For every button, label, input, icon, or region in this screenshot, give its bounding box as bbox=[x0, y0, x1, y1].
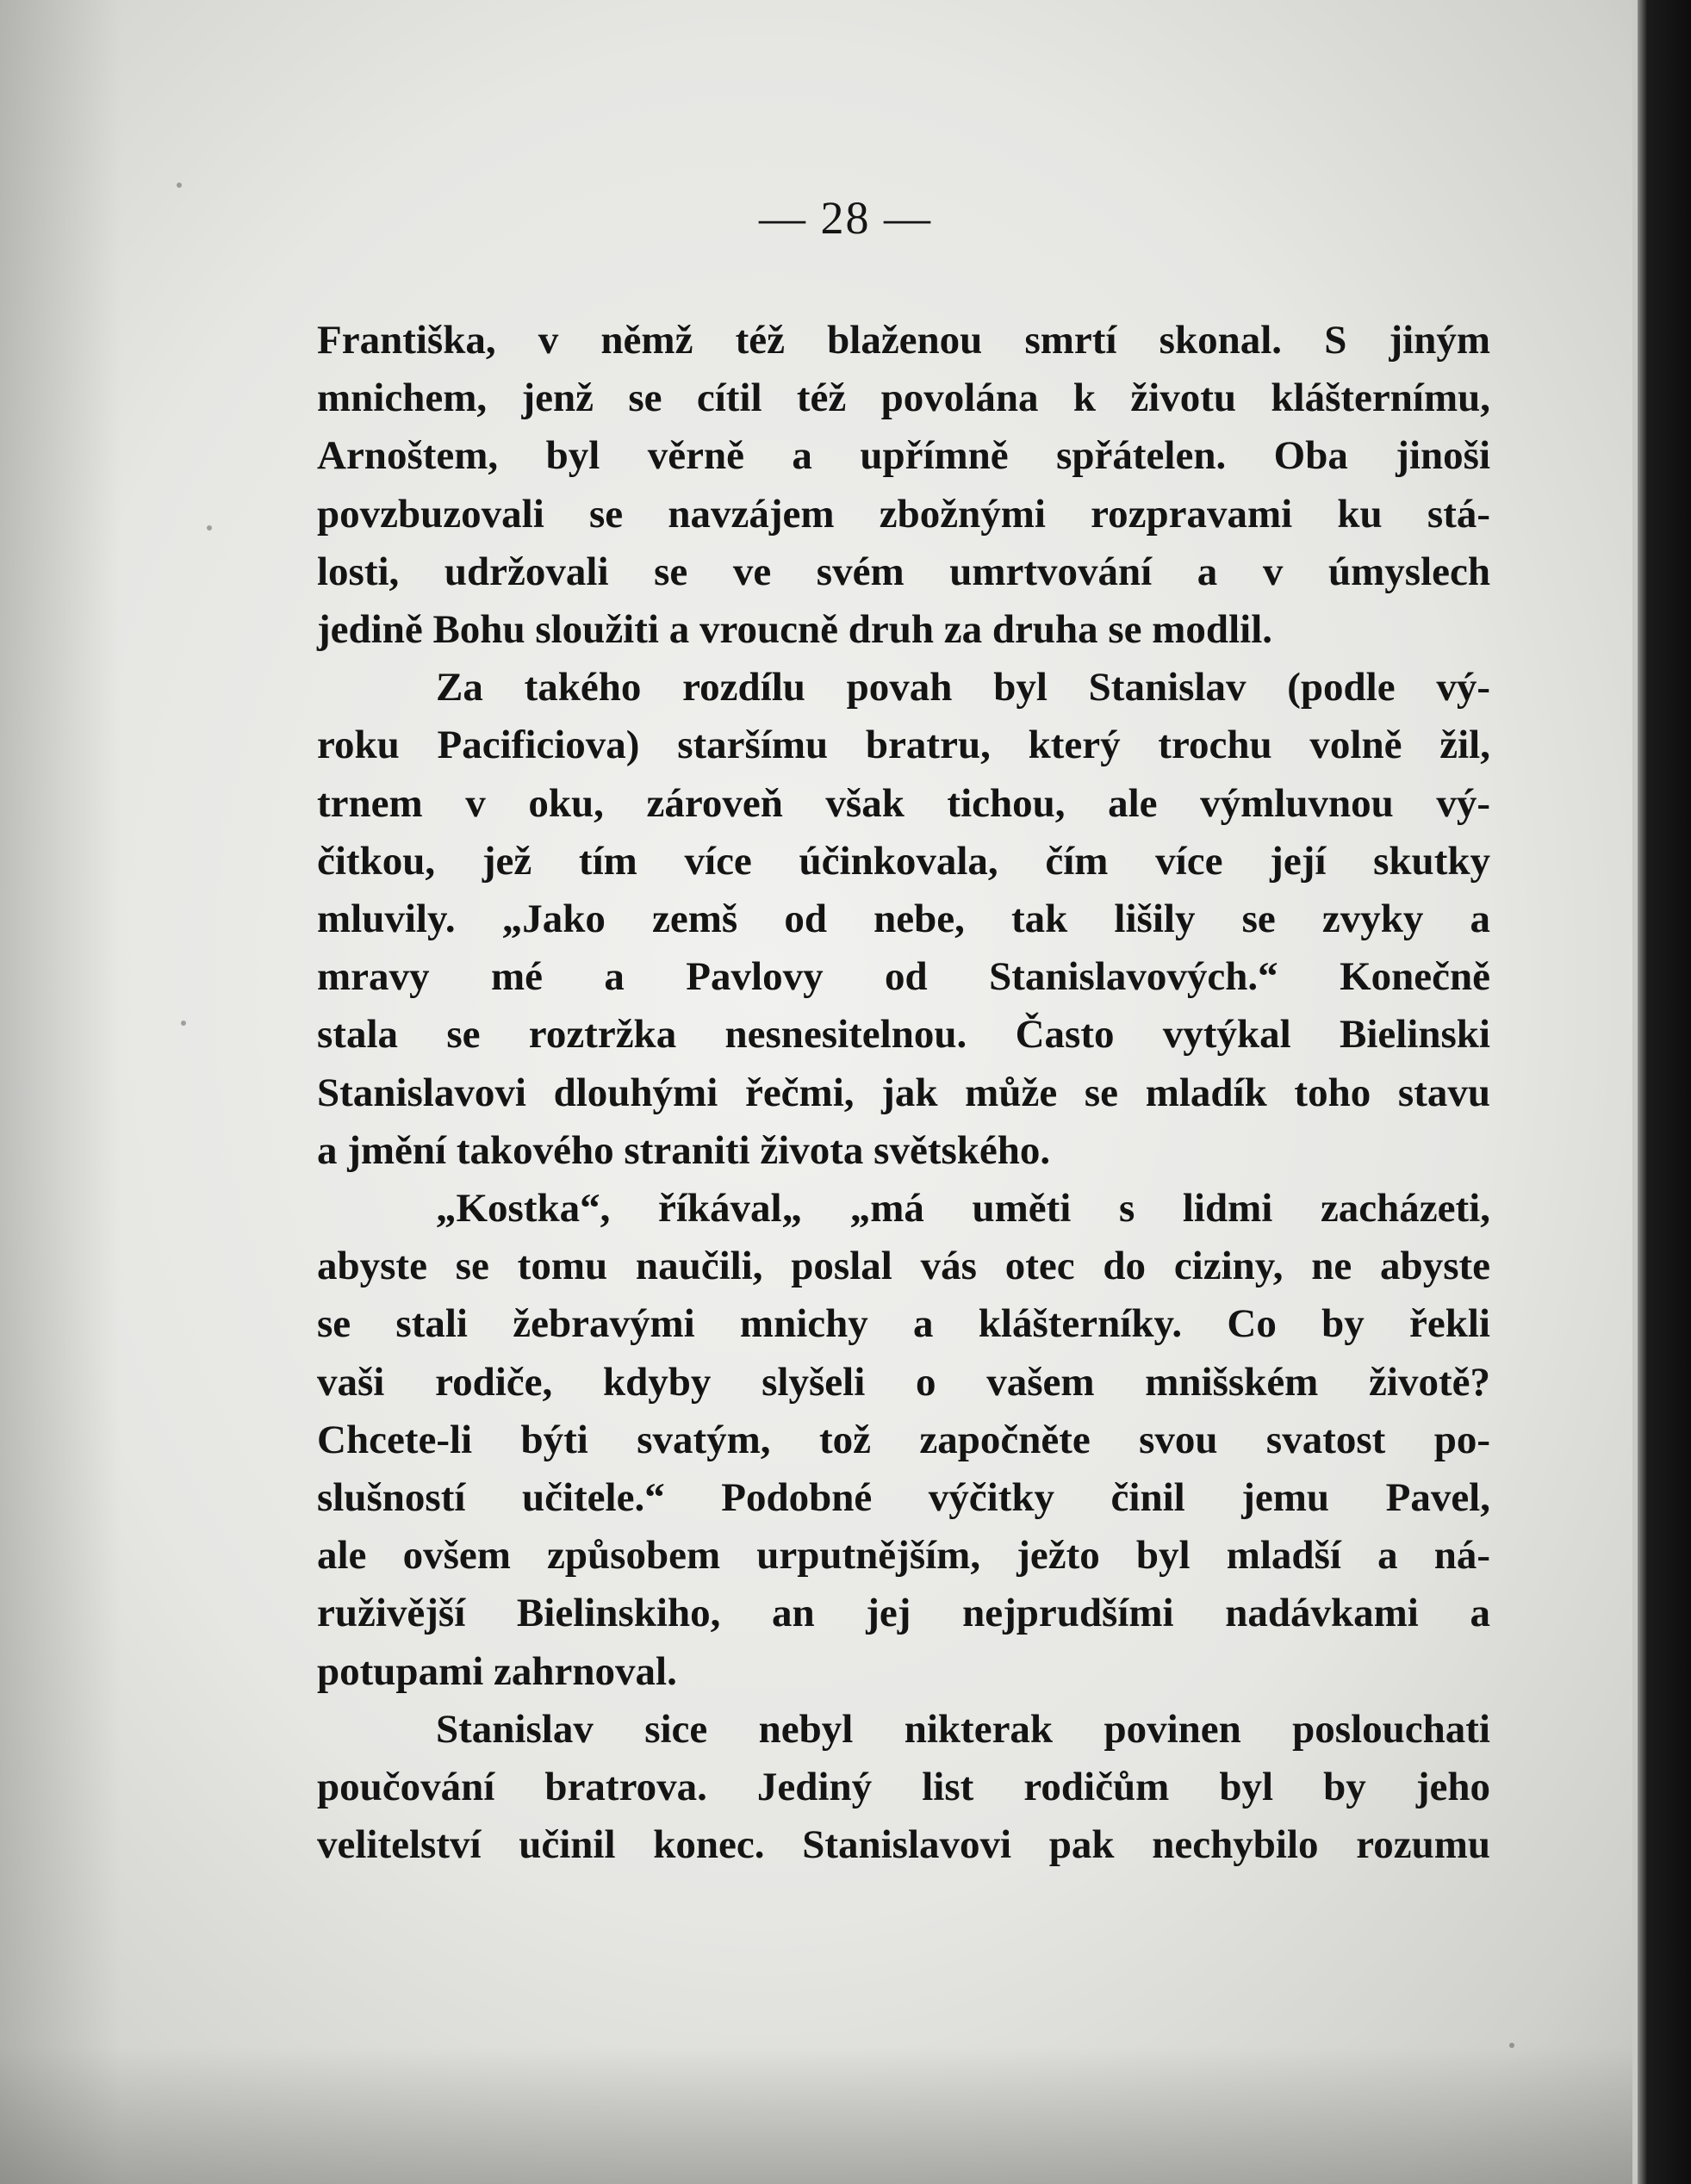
paragraph-3 bbox=[317, 1180, 1490, 1701]
text-line: Stanislavovi dlouhými řečmi, jak může se mladík toho stavu bbox=[317, 1070, 1490, 1115]
text-line: roku Pacificiova) staršímu bratru, který trochu volně žil, bbox=[317, 723, 1490, 768]
text-line: jedině Bohu sloužiti a vroucně druh za druha se modlil. bbox=[317, 607, 1272, 653]
text-line: „Kostka“, říkával„ „má uměti s lidmi zacházeti, bbox=[436, 1186, 1490, 1232]
text-line: potupami zahrnoval. bbox=[317, 1648, 677, 1694]
text-line: Stanislav sice nebyl nikterak povinen poslouchati bbox=[436, 1706, 1490, 1752]
text-line: ruživější Bielinskiho, an jej nejprudšími nadávkami a bbox=[317, 1591, 1490, 1636]
text-line: mluvily. „Jako zemš od nebe, tak lišily se zvyky a bbox=[317, 897, 1490, 942]
text-line: abyste se tomu naučili, poslal vás otec do ciziny, ne abyste bbox=[317, 1244, 1490, 1289]
text-line: trnem v oku, zároveň však tichou, ale výmluvnou vý- bbox=[317, 780, 1490, 826]
text-line: poučování bratrova. Jediný list rodičům byl by jeho bbox=[317, 1765, 1490, 1810]
paper-speck bbox=[177, 183, 182, 188]
text-line: povzbuzovali se navzájem zbožnými rozpravami ku stá- bbox=[317, 491, 1490, 537]
paper-speck bbox=[207, 525, 212, 530]
binding-gutter bbox=[1638, 0, 1691, 2184]
text-line: velitelství učinil konec. Stanislavovi pak nechybilo rozumu bbox=[317, 1822, 1490, 1868]
paper-speck bbox=[181, 1021, 186, 1026]
text-line: ale ovšem způsobem urputnějším, ježto byl mladší a ná- bbox=[317, 1533, 1490, 1579]
text-line: slušností učitele.“ Podobné výčitky činil jemu Pavel, bbox=[317, 1475, 1490, 1521]
page-number: — 28 — bbox=[759, 192, 932, 244]
text-line: čitkou, jež tím více účinkovala, čím více její skutky bbox=[317, 838, 1490, 884]
paragraph-1 bbox=[317, 312, 1490, 659]
text-line: Arnoštem, byl věrně a upřímně spřátelen. Oba jinoši bbox=[317, 433, 1490, 479]
bottom-page-shadow bbox=[0, 2046, 1691, 2184]
body-text bbox=[317, 312, 1490, 1874]
paragraph-2 bbox=[317, 659, 1490, 1180]
text-line: stala se roztržka nesnesitelnou. Často vytýkal Bielinski bbox=[317, 1012, 1490, 1058]
text-line: a jmění takového straniti života světského. bbox=[317, 1127, 1051, 1173]
text-line: losti, udržovali se ve svém umrtvování a v úmyslech bbox=[317, 549, 1490, 594]
text-line: Františka, v němž též blaženou smrtí skonal. S jiným bbox=[317, 318, 1490, 363]
text-line: vaši rodiče, kdyby slyšeli o vašem mnišském životě? bbox=[317, 1359, 1490, 1405]
text-line: mnichem, jenž se cítil též povolána k životu klášternímu, bbox=[317, 375, 1490, 421]
text-line: Chcete-li býti svatým, tož započněte svou svatost po- bbox=[317, 1417, 1490, 1462]
left-page-shadow bbox=[0, 0, 121, 2184]
paragraph-4 bbox=[317, 1701, 1490, 1875]
text-line: mravy mé a Pavlovy od Stanislavových.“ Konečně bbox=[317, 954, 1490, 1000]
text-line: se stali žebravými mnichy a klášterníky. Co by řekli bbox=[317, 1301, 1490, 1347]
paper-speck bbox=[1509, 2043, 1514, 2048]
text-line: Za takého rozdílu povah byl Stanislav (podle vý- bbox=[436, 665, 1490, 710]
